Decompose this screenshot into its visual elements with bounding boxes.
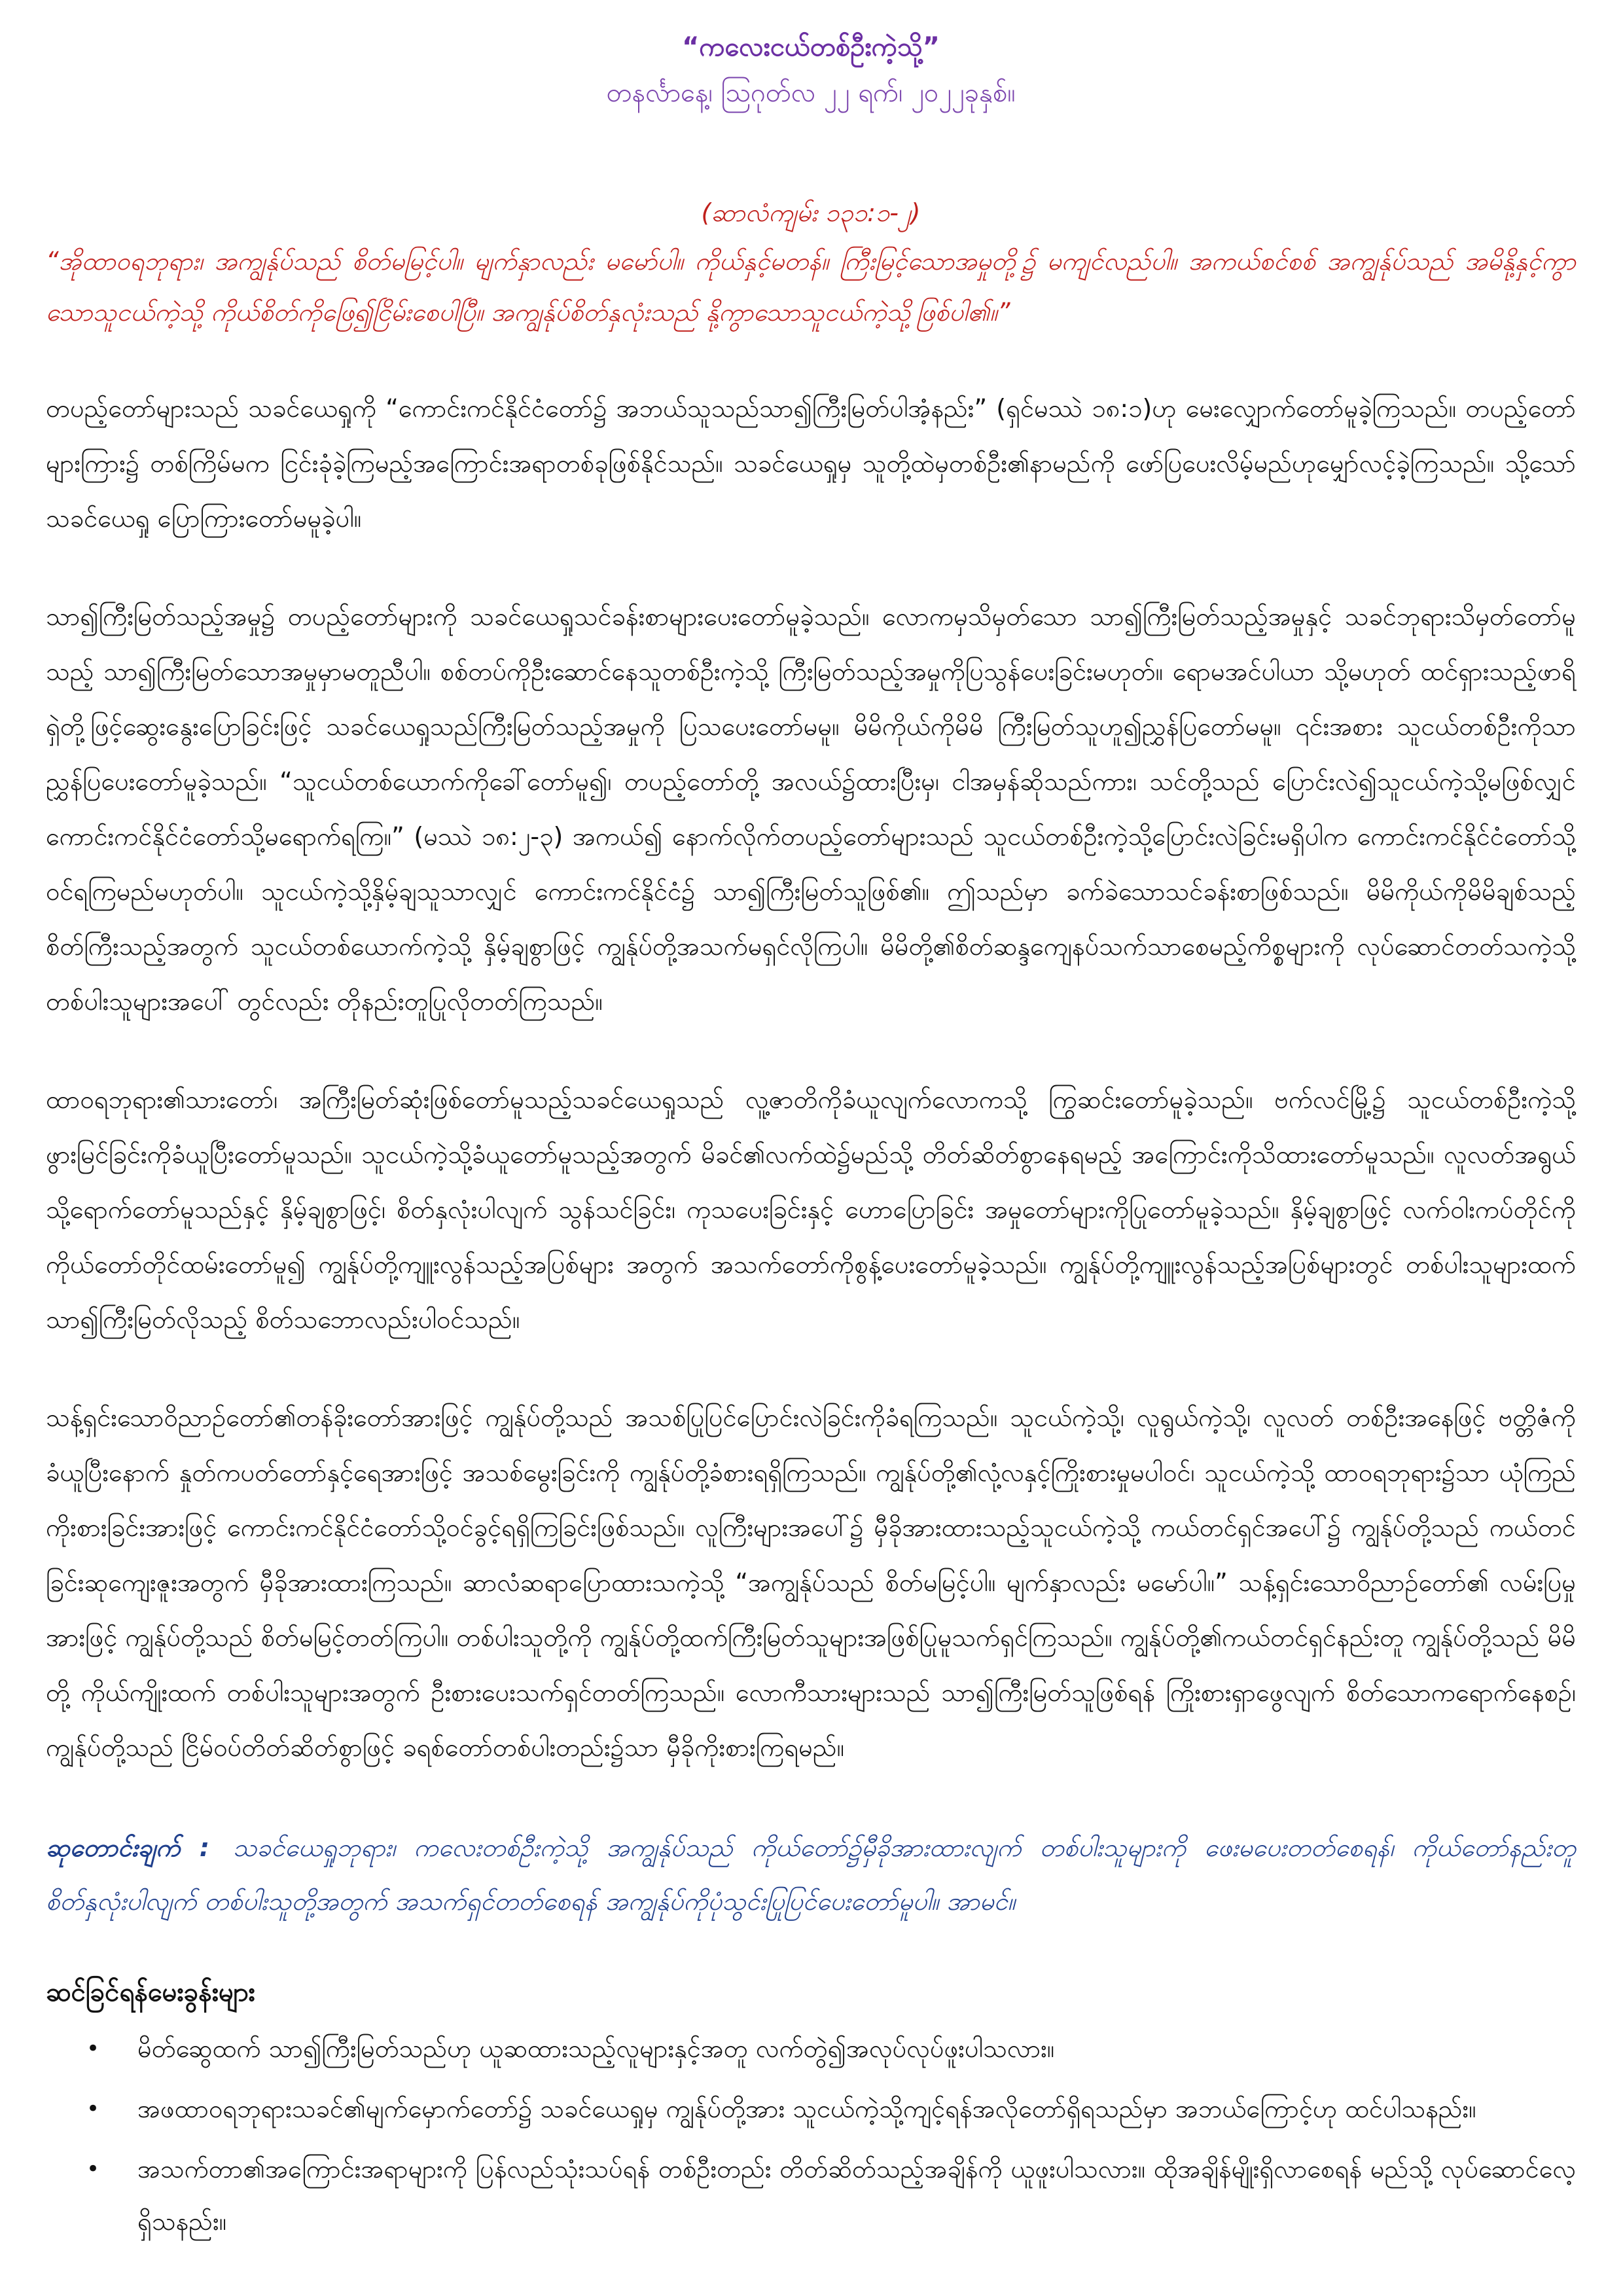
question-text: အသက်တာ၏အကြောင်းအရာများကို ပြန်လည်သုံးသပ်ရန် တစ်ဦးတည်း တိတ်ဆိတ်သည့်အချိန်ကို ယူဖူးပါသလား။ ထိုအချိန်မျိုးရှိလာစေရန် မည်သို့ လုပ်ဆောင်လေ့ရှိသနည်း။ — [137, 2155, 1576, 2236]
bullet-icon: • — [86, 2096, 100, 2122]
prayer-block — [46, 1821, 1576, 1928]
scripture-reference: (ဆာလံကျမ်း ၁၃၁:၁-၂) — [701, 198, 921, 227]
prayer-label: ဆုတောင်းချက် : — [46, 1833, 209, 1862]
questions-list — [46, 2022, 1576, 2248]
paragraph-2: သာ၍ကြီးမြတ်သည့်အမှု၌ တပည့်တော်များကို သခင်ယေရှုသင်ခန်းစာများပေးတော်မူခဲ့သည်။ လောကမှသိမှတ်သော သာ၍ကြီးမြတ်သည့်အမှုနှင့် သခင်ဘုရားသိမှတ်တော်မူသည့် သာ၍ကြီးမြတ်သောအမှုမှာမတူညီပါ။ စစ်တပ်ကိုဦးဆောင်နေသူတစ်ဦးကဲ့သို့ ကြီးမြတ်သည့်အမှုကိုပြသွန်ပေးခြင်းမဟုတ်။ ရောမအင်ပါယာ သို့မဟုတ် ထင်ရှားသည့်ဖာရိရှဲတို့ဖြင့်ဆွေးနွေးပြောခြင်းဖြင့် သခင်ယေရှုသည်ကြီးမြတ်သည့်အမှုကို ပြသပေးတော်မမူ။ မိမိကိုယ်ကိုမိမိ ကြီးမြတ်သူဟူ၍ညွှန်ပြတော်မမူ။ ၎င်းအစား သူငယ်တစ်ဦးကိုသာညွှန်ပြပေးတော်မူခဲ့သည်။ “သူငယ်တစ်ယောက်ကိုခေါ်တော်မူ၍၊ တပည့်တော်တို့ အလယ်၌ထားပြီးမှ၊ ငါအမှန်ဆိုသည်ကား၊ သင်တို့သည် ပြောင်းလဲ၍သူငယ်ကဲ့သို့မဖြစ်လျှင် ကောင်းကင်နိုင်ငံတော်သို့မရောက်ရကြ။” (မဿဲ ၁၈:၂-၃) အကယ်၍ နောက်လိုက်တပည့်တော်များသည် သူငယ်တစ်ဦးကဲ့သို့ပြောင်းလဲခြင်းမရှိပါက ကောင်းကင်နိုင်ငံတော်သို့ဝင်ရကြမည်မဟုတ်ပါ။ သူငယ်ကဲ့သို့နှိမ့်ချသူသာလျှင် ကောင်းကင်နိုင်ငံ၌ သာ၍ကြီးမြတ်သူဖြစ်၏။ ဤသည်မှာ ခက်ခဲသောသင်ခန်းစာဖြစ်သည်။ မိမိကိုယ်ကိုမိမိချစ်သည့် စိတ်ကြီးသည့်အတွက် သူငယ်တစ်ယောက်ကဲ့သို့ နှိမ့်ချစွာဖြင့် ကျွန်ုပ်တို့အသက်မရှင်လိုကြပါ။ မိမိတို့၏စိတ်ဆန္ဒကျေနပ်သက်သာစေမည့်ကိစ္စများကို လုပ်ဆောင်တတ်သကဲ့သို့ တစ်ပါးသူများအပေါ် တွင်လည်း တိုနည်းတူပြုလိုတတ်ကြသည်။ — [46, 602, 1576, 1016]
paragraph-3: ထာဝရဘုရား၏သားတော်၊ အကြီးမြတ်ဆုံးဖြစ်တော်မူသည့်သခင်ယေရှုသည် လူ့ဇာတိကိုခံယူလျက်လောကသို့ ကြွဆင်းတော်မူခဲ့သည်။ ဗက်လင်မြို့၌ သူငယ်တစ်ဦးကဲ့သို့ ဖွားမြင်ခြင်းကိုခံယူပြီးတော်မူသည်။ သူငယ်ကဲ့သို့ခံယူတော်မူသည့်အတွက် မိခင်၏လက်ထဲ၌မည်သို့ တိတ်ဆိတ်စွာနေရမည့် အကြောင်းကိုသိထားတော်မူသည်။ လူလတ်အရွယ်သို့ရောက်တော်မူသည်နှင့် နှိမ့်ချစွာဖြင့်၊ စိတ်နှလုံးပါလျက် သွန်သင်ခြင်း၊ ကုသပေးခြင်းနှင့် ဟောပြောခြင်း အမှုတော်များကိုပြုတော်မူခဲ့သည်။ နှိမ့်ချစွာဖြင့် လက်ဝါးကပ်တိုင်ကို ကိုယ်တော်တိုင်ထမ်းတော်မူ၍ ကျွန်ုပ်တို့ကျူးလွန်သည့်အပြစ်များ အတွက် အသက်တော်ကိုစွန့်ပေးတော်မူခဲ့သည်။ ကျွန်ုပ်တို့ကျူးလွန်သည့်အပြစ်များတွင် တစ်ပါးသူများထက် သာ၍ကြီးမြတ်လိုသည့် စိတ်သဘောလည်းပါဝင်သည်။ — [46, 1085, 1576, 1334]
scripture-text: “အိုထာဝရဘုရား၊ အကျွန်ုပ်သည် စိတ်မမြင့်ပါ။ မျက်နှာလည်း မမော်ပါ။ ကိုယ်နှင့်မတန်။ ကြီးမြင့်သောအမှုတို့၌ မကျင်လည်ပါ။ အကယ်စင်စစ် အကျွန်ုပ်သည် အမိနို့နှင့်ကွာသောသူငယ်ကဲ့သို့ ကိုယ်စိတ်ကိုဖြေ၍ငြိမ်းစေပါပြီ။ အကျွန်ုပ်စိတ်နှလုံးသည် နို့ကွာသောသူငယ်ကဲ့သို့ဖြစ်ပါ၏။” — [46, 247, 1576, 327]
bullet-icon: • — [86, 2156, 100, 2182]
question-text: မိတ်ဆွေထက် သာ၍ကြီးမြတ်သည်ဟု ယူဆထားသည့်လူများနှင့်အတူ လက်တွဲ၍အလုပ်လုပ်ဖူးပါသလား။ — [137, 2034, 1055, 2063]
questions-title: ဆင်ခြင်ရန်မေးခွန်းများ — [46, 1977, 255, 2007]
date-line: တနင်္လာနေ့၊ ဩဂုတ်လ ၂၂ ရက်၊ ၂၀၂၂ခုနှစ်။ — [606, 78, 1016, 108]
paragraph-1: တပည့်တော်များသည် သခင်ယေရှုကို “ကောင်းကင်နိုင်ငံတော်၌ အဘယ်သူသည်သာ၍ကြီးမြတ်ပါအံ့နည်း” (ရှင်မဿဲ ၁၈:၁)ဟု မေးလျှောက်တော်မူခဲ့ကြသည်။ တပည့်တော်များကြား၌ တစ်ကြိမ်မက ငြင်းခုံခဲ့ကြမည့်အကြောင်းအရာတစ်ခုဖြစ်နိုင်သည်။ သခင်ယေရှုမှ သူတို့ထဲမှတစ်ဦး၏နာမည်ကို ဖော်ပြပေးလိမ့်မည်ဟုမျှော်လင့်ခဲ့ကြသည်။ သို့သော် သခင်ယေရှု ပြောကြားတော်မမူခဲ့ပါ။ — [46, 394, 1576, 533]
question-text: အဖထာဝရဘုရားသခင်၏မျက်မှောက်တော်၌ သခင်ယေရှုမှ ကျွန်ုပ်တို့အား သူငယ်ကဲ့သို့ကျင့်ရန်အလိုတော်ရှိရသည်မှာ အဘယ်ကြောင့်ဟု ထင်ပါသနည်း။ — [137, 2094, 1476, 2123]
bullet-icon: • — [86, 2036, 100, 2062]
paragraph-4: သန့်ရှင်းသောဝိညာဉ်တော်၏တန်ခိုးတော်အားဖြင့် ကျွန်ုပ်တို့သည် အသစ်ပြုပြင်ပြောင်းလဲခြင်းကိုခံရကြသည်။ သူငယ်ကဲ့သို့၊ လူရွယ်ကဲ့သို့၊ လူလတ် တစ်ဦးအနေဖြင့် ဗတ္တိဇံကိုခံယူပြီးနောက် နှုတ်ကပတ်တော်နှင့်ရေအားဖြင့် အသစ်မွေးခြင်းကို ကျွန်ုပ်တို့ခံစားရရှိကြသည်။ ကျွန်ုပ်တို့၏လုံ့လနှင့်ကြိုးစားမှုမပါဝင်၊ သူငယ်ကဲ့သို့ ထာဝရဘုရား၌သာ ယုံကြည်ကိုးစားခြင်းအားဖြင့် ကောင်းကင်နိုင်ငံတော်သို့ဝင်ခွင့်ရရှိကြခြင်းဖြစ်သည်။ လူကြီးများအပေါ်၌ မှီခိုအားထားသည့်သူငယ်ကဲ့သို့ ကယ်တင်ရှင်အပေါ်၌ ကျွန်ုပ်တို့သည် ကယ်တင်ခြင်းဆုကျေးဇူးအတွက် မှီခိုအားထားကြသည်။ ဆာလံဆရာပြောထားသကဲ့သို့ “အကျွန်ုပ်သည် စိတ်မမြင့်ပါ။ မျက်နှာလည်း မမော်ပါ။” သန့်ရှင်းသောဝိညာဉ်တော်၏ လမ်းပြမှုအားဖြင့် ကျွန်ုပ်တို့သည် စိတ်မမြင့်တတ်ကြပါ။ တစ်ပါးသူတို့ကို ကျွန်ုပ်တို့ထက်ကြီးမြတ်သူများအဖြစ်ပြုမူသက်ရှင်ကြသည်။ ကျွန်ုပ်တို့၏ကယ်တင်ရှင်နည်းတူ ကျွန်ုပ်တို့သည် မိမိတို့ ကိုယ်ကျိုးထက် တစ်ပါးသူများအတွက် ဦးစားပေးသက်ရှင်တတ်ကြသည်။ လောကီသားများသည် သာ၍ကြီးမြတ်သူဖြစ်ရန် ကြိုးစားရှာဖွေလျက် စိတ်သောကရောက်နေစဉ်၊ ကျွန်ုပ်တို့သည် ငြိမ်ဝပ်တိတ်ဆိတ်စွာဖြင့် ခရစ်တော်တစ်ပါးတည်း၌သာ မှီခိုကိုးစားကြရမည်။ — [46, 1403, 1576, 1762]
page-title: “ကလေးငယ်တစ်ဦးကဲ့သို့” — [682, 32, 940, 62]
list-item — [86, 2143, 1576, 2248]
list-item — [86, 2022, 1576, 2075]
list-item — [86, 2083, 1576, 2135]
prayer-text: သခင်ယေရှုဘုရား၊ ကလေးတစ်ဦးကဲ့သို့ အကျွန်ုပ်သည် ကိုယ်တော်၌မှီခိုအားထားလျက် တစ်ပါးသူများကို ဖေးမပေးတတ်စေရန်၊ ကိုယ်တော်နည်းတူ စိတ်နှလုံးပါလျက် တစ်ပါးသူတို့အတွက် အသက်ရှင်တတ်စေရန် အကျွန်ုပ်ကိုပုံသွင်းပြုပြင်ပေးတော်မူပါ။ အာမင်။ — [46, 1833, 1576, 1916]
